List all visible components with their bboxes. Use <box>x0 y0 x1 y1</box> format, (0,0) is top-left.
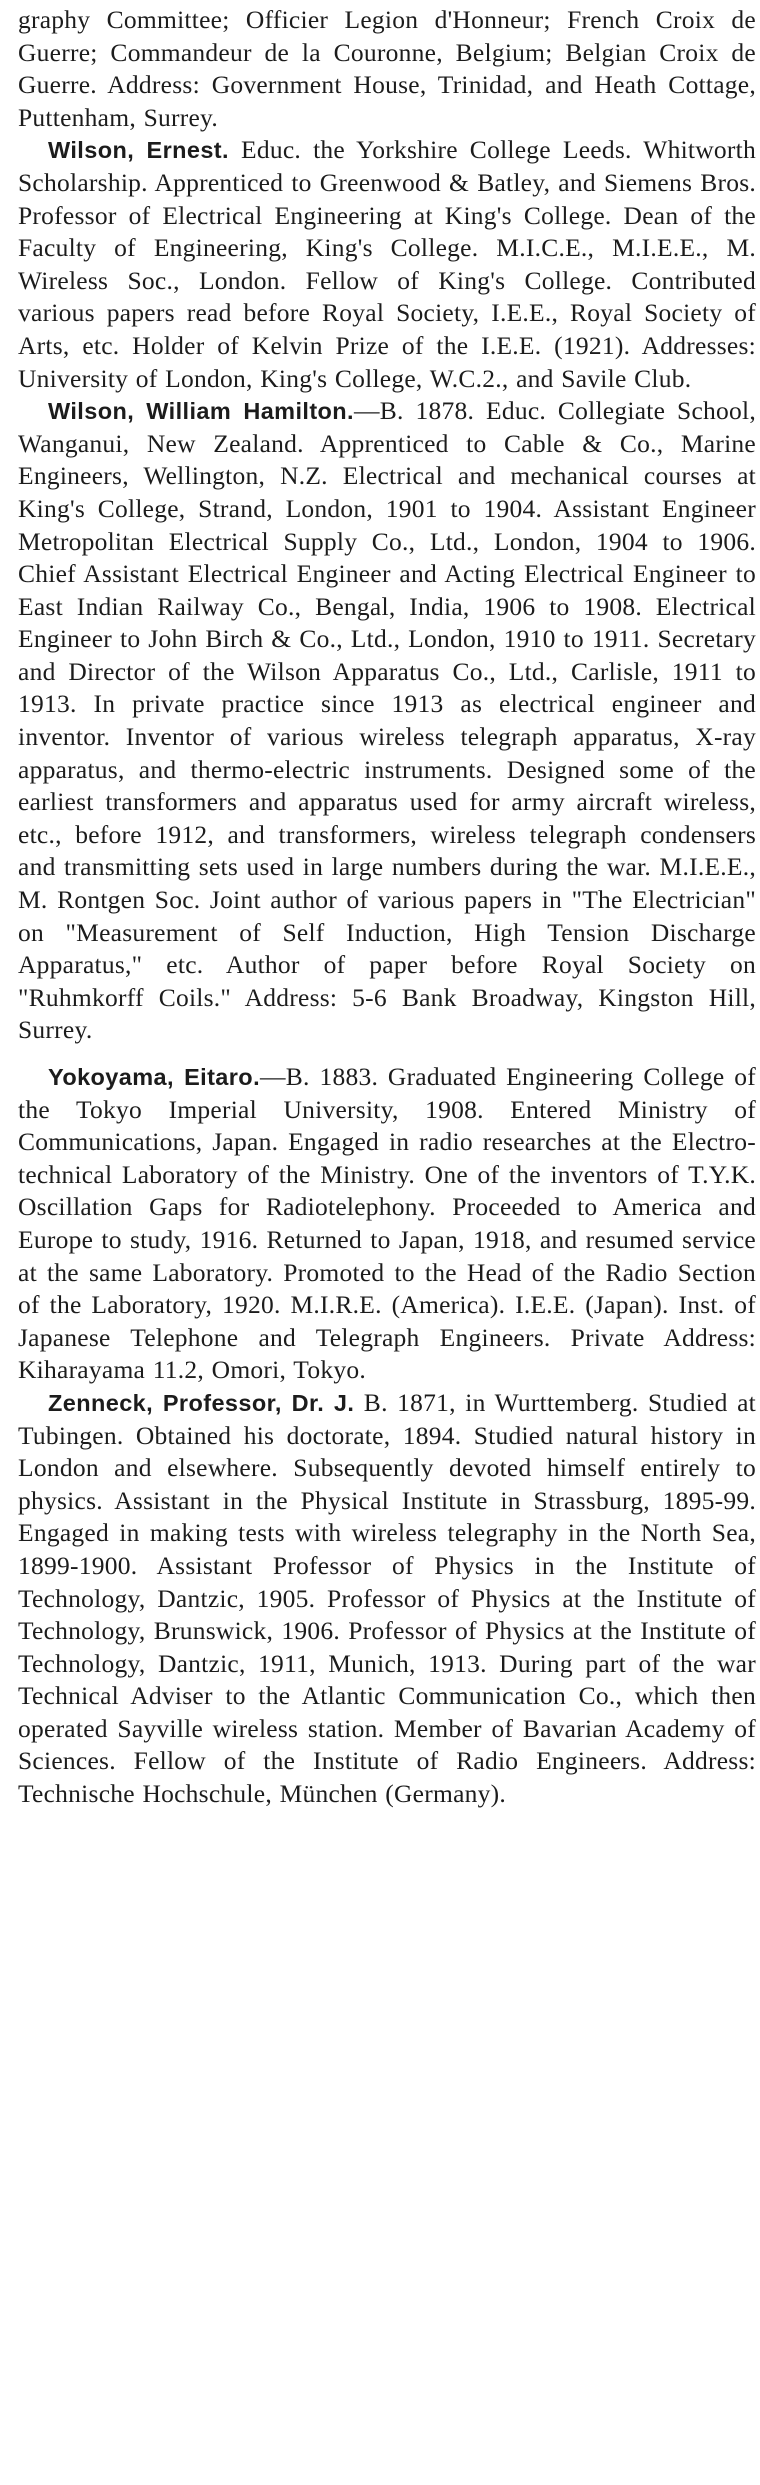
entry-yokoyama-eitaro <box>18 1061 756 1387</box>
entry-zenneck-j <box>18 1387 756 1811</box>
entry-name: Zenneck, Professor, Dr. J. <box>48 1389 355 1416</box>
entry-name: Wilson, William Hamilton. <box>48 398 354 425</box>
entry-wilson-william-hamilton <box>18 395 756 1047</box>
entry-name: Yokoyama, Eitaro. <box>48 1064 260 1090</box>
entry-text: B. 1871, in Wurttemberg. Studied at Tubingen. Obtained his doctorate, 1894. Studied natural history in London and elsewhere. Subsequently devoted himself entirely to physics. Assistant in the Physical Institute in Strassburg, 1895-99. Engaged in making tests with wireless telegraphy in the North Sea, 1899-1900. Assistant Professor of Physics in the Institute of Technology, Dantzic, 1905. Professor of Physics at the Institute of Technology, Brunswick, 1906. Professor of Physics at the Institute of Technology, Dantzic, 1911, Munich, 1913. During part of the war Technical Adviser to the Atlantic Communication Co., which then operated Sayville wireless station. Member of Bavarian Academy of Sciences. Fellow of the Institute of Radio Engineers. Address: Technische Hochschule, München (Germany). <box>18 1387 757 1809</box>
entry-name: Wilson, Ernest. <box>48 137 229 164</box>
continued-entry-fragment: graphy Committee; Officier Legion d'Honneur; French Croix de Guerre; Commandeur de la Couronne, Belgium; Belgian Croix de Guerre. Address: Government House, Trinidad, and Heath Cottage, Puttenham, Surrey. <box>18 5 756 132</box>
entry-text: —B. 1878. Educ. Collegiate School, Wanganui, New Zealand. Apprenticed to Cable & Co., Marine Engineers, Wellington, N.Z. Electrical and mechanical courses at King's College, Strand, London, 1901 to 1904. Assistant Engineer Metropolitan Electrical Supply Co., Ltd., London, 1904 to 1906. Chief Assistant Electrical Engineer and Acting Electrical Engineer to East Indian Railway Co., Bengal, India, 1906 to 1908. Electrical Engineer to John Birch & Co., Ltd., London, 1910 to 1911. Secretary and Director of the Wilson Apparatus Co., Ltd., Carlisle, 1911 to 1913. In private practice since 1913 as electrical engineer and inventor. Inventor of various wireless telegraph apparatus, X-ray apparatus, and thermo-electric instruments. Designed some of the earliest transformers and apparatus used for army aircraft wireless, etc., before 1912, and transformers, wireless telegraph condensers and transmitting sets used in large numbers during the war. M.I.E.E., M. Rontgen Soc. Joint author of various papers in "The Electrician" on "Measurement of Self Induction, High Tension Discharge Apparatus," etc. Author of paper before Royal Society on "Ruhmkorff Coils." Address: 5-6 Bank Broadway, Kingston Hill, Surrey. <box>18 396 756 1045</box>
entry-text: Educ. the Yorkshire College Leeds. Whitworth Scholarship. Apprenticed to Greenwood & Batley, and Siemens Bros. Professor of Electrical Engineering at King's College. Dean of the Faculty of Engineering, King's College. M.I.C.E., M.I.E.E., M. Wireless Soc., London. Fellow of King's College. Contributed various papers read before Royal Society, I.E.E., Royal Society of Arts, etc. Holder of Kelvin Prize of the I.E.E. (1921). Addresses: University of London, King's College, W.C.2., and Savile Club. <box>18 135 756 393</box>
entry-text: —B. 1883. Graduated Engineering College of the Tokyo Imperial University, 1908. Entered Ministry of Communications, Japan. Engaged in radio researches at the Electro-technical Laboratory of the Ministry. One of the inventors of T.Y.K. Oscillation Gaps for Radiotelephony. Proceeded to America and Europe to study, 1916. Returned to Japan, 1918, and resumed service at the same Laboratory. Promoted to the Head of the Radio Section of the Laboratory, 1920. M.I.R.E. (America). I.E.E. (Japan). Inst. of Japanese Telephone and Telegraph Engineers. Private Address: Kiharayama 11.2, Omori, Tokyo. <box>18 1062 756 1385</box>
entry-wilson-ernest <box>18 134 756 395</box>
